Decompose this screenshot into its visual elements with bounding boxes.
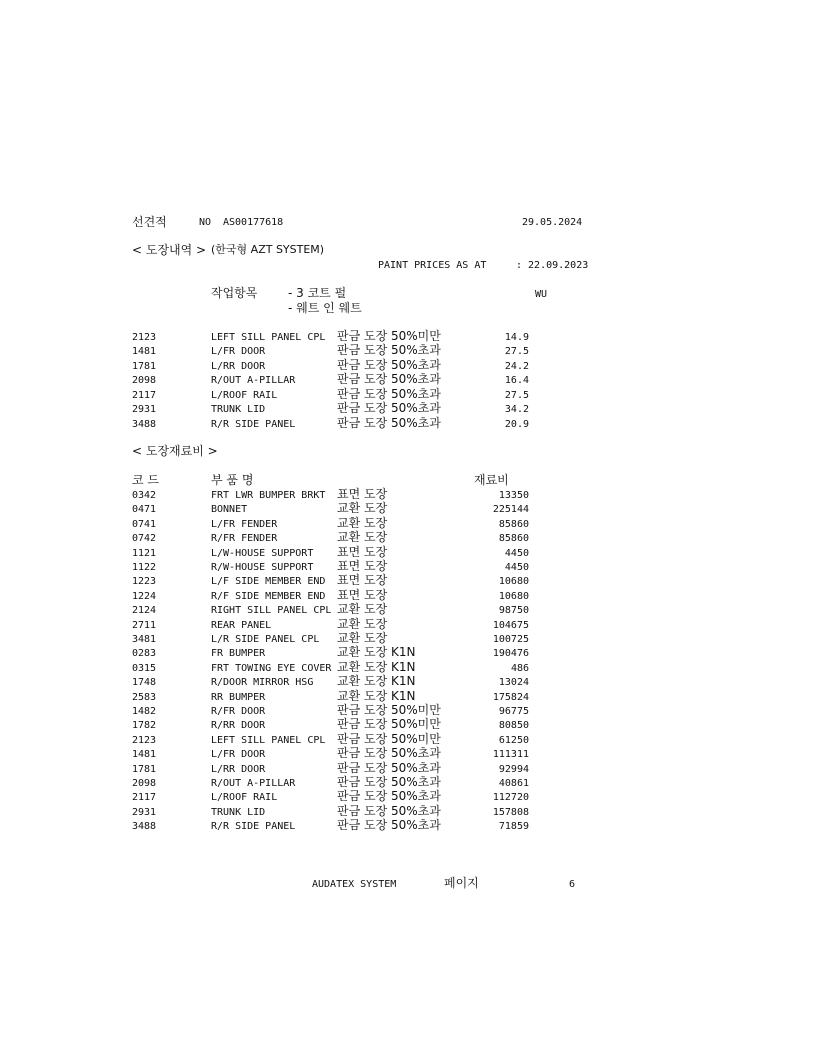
row-code: 1223 xyxy=(132,576,157,588)
work-items-label: 작업항목 xyxy=(211,286,258,300)
row-part-name: L/FR DOOR xyxy=(211,749,266,761)
row-value: 190476 xyxy=(492,648,529,660)
row-code: 3488 xyxy=(132,821,157,833)
row-operation: 판금 도장 50%미만 xyxy=(337,717,441,732)
row-value: 4450 xyxy=(504,562,529,573)
row-code: 2931 xyxy=(132,806,157,818)
row-code: 2117 xyxy=(132,389,157,401)
row-part-name: L/W-HOUSE SUPPORT xyxy=(211,547,314,559)
row-value: 27.5 xyxy=(504,389,529,401)
row-part-name: R/W-HOUSE SUPPORT xyxy=(211,562,314,573)
row-code: 1224 xyxy=(132,590,157,602)
row-value: 10680 xyxy=(498,576,529,588)
row-operation: 판금 도장 50%초과 xyxy=(337,818,441,833)
row-code: 1781 xyxy=(132,360,157,372)
row-value: 40861 xyxy=(498,778,529,789)
row-value: 92994 xyxy=(498,763,529,775)
row-part-name: R/R SIDE PANEL xyxy=(211,418,296,430)
row-value: 98750 xyxy=(498,605,529,617)
row-value: 13024 xyxy=(498,677,529,689)
row-code: 0342 xyxy=(132,490,157,501)
row-code: 2098 xyxy=(132,778,157,789)
row-value: 27.5 xyxy=(504,346,529,358)
row-value: 80850 xyxy=(498,720,529,732)
footer-page-number: 6 xyxy=(569,879,576,890)
row-operation: 교환 도장 K1N xyxy=(337,645,416,660)
row-code: 1782 xyxy=(132,720,157,732)
row-code: 3488 xyxy=(132,418,157,430)
row-value: 4450 xyxy=(504,547,529,559)
row-part-name: TRUNK LID xyxy=(211,806,266,818)
row-value: 225144 xyxy=(492,504,529,516)
row-code: 0742 xyxy=(132,533,157,545)
row-code: 2583 xyxy=(132,691,157,703)
footer-system: AUDATEX SYSTEM xyxy=(312,879,397,890)
row-code: 0471 xyxy=(132,504,157,516)
row-code: 2123 xyxy=(132,734,157,746)
row-code: 1482 xyxy=(132,706,157,717)
row-part-name: R/F SIDE MEMBER END xyxy=(211,590,326,602)
row-value: 85860 xyxy=(498,533,529,545)
row-part-name: TRUNK LID xyxy=(211,404,266,416)
row-value: 20.9 xyxy=(504,418,529,430)
row-code: 1481 xyxy=(132,749,157,761)
row-value: 100725 xyxy=(492,634,529,645)
row-part-name: L/ROOF RAIL xyxy=(211,792,278,804)
row-code: 0741 xyxy=(132,518,157,530)
estimate-date: 29.05.2024 xyxy=(522,217,583,228)
row-code: 3481 xyxy=(132,634,157,645)
row-part-name: R/OUT A-PILLAR xyxy=(211,375,296,387)
row-code: 0283 xyxy=(132,648,157,660)
row-operation: 교환 도장 K1N xyxy=(337,688,416,703)
row-part-name: L/RR DOOR xyxy=(211,360,266,372)
row-value: 112720 xyxy=(492,792,529,804)
row-code: 2711 xyxy=(132,619,157,631)
no-label: NO xyxy=(199,217,212,228)
row-value: 175824 xyxy=(492,691,529,703)
row-operation: 판금 도장 50%미만 xyxy=(337,703,441,717)
row-part-name: R/RR DOOR xyxy=(211,720,266,732)
row-value: 486 xyxy=(510,662,529,674)
row-value: 34.2 xyxy=(504,404,529,416)
row-operation: 표면 도장 xyxy=(337,487,388,501)
document-title: 선견적 xyxy=(132,215,167,229)
row-part-name: LEFT SILL PANEL CPL xyxy=(211,332,326,343)
row-part-name: RR BUMPER xyxy=(211,691,266,703)
row-operation: 표면 도장 xyxy=(337,544,388,559)
row-value: 61250 xyxy=(498,734,529,746)
row-value: 16.4 xyxy=(504,375,529,387)
row-operation: 교환 도장 xyxy=(337,530,388,545)
row-operation: 판금 도장 50%초과 xyxy=(337,372,441,387)
row-part-name: L/ROOF RAIL xyxy=(211,389,278,401)
row-code: 1122 xyxy=(132,562,157,573)
row-code: 1748 xyxy=(132,677,157,689)
estimate-number: AS00177618 xyxy=(223,217,284,228)
row-part-name: R/FR FENDER xyxy=(211,533,278,545)
row-value: 13350 xyxy=(498,490,529,501)
row-part-name: RIGHT SILL PANEL CPL xyxy=(211,605,332,617)
row-part-name: LEFT SILL PANEL CPL xyxy=(211,734,326,746)
row-code: 2098 xyxy=(132,375,157,387)
row-value: 104675 xyxy=(492,619,529,631)
row-operation: 교환 도장 K1N xyxy=(337,674,416,689)
row-code: 1121 xyxy=(132,547,157,559)
row-code: 2123 xyxy=(132,332,157,343)
row-operation: 판금 도장 50%초과 xyxy=(337,401,441,416)
row-operation: 교환 도장 xyxy=(337,501,388,516)
row-part-name: L/FR FENDER xyxy=(211,518,278,530)
row-operation: 판금 도장 50%초과 xyxy=(337,357,441,372)
unit-label: WU xyxy=(535,289,548,300)
row-value: 14.9 xyxy=(504,332,529,343)
row-part-name: FRT TOWING EYE COVER xyxy=(211,662,332,674)
row-operation: 표면 도장 xyxy=(337,559,388,573)
row-part-name: REAR PANEL xyxy=(211,619,272,631)
row-code: 1481 xyxy=(132,346,157,358)
row-operation: 교환 도장 xyxy=(337,515,388,530)
material-section-heading: < 도장재료비 > xyxy=(132,444,218,458)
work-item-2: - 웨트 인 웨트 xyxy=(288,301,362,315)
row-operation: 판금 도장 50%초과 xyxy=(337,386,441,401)
row-part-name: FRT LWR BUMPER BRKT xyxy=(211,490,326,501)
row-operation: 표면 도장 xyxy=(337,573,388,588)
row-value: 111311 xyxy=(492,749,529,761)
row-value: 24.2 xyxy=(504,360,529,372)
work-item-1: - 3 코트 펄 xyxy=(288,286,347,300)
paint-prices-date: : 22.09.2023 xyxy=(516,260,589,271)
footer-page-label: 페이지 xyxy=(444,876,479,890)
paint-prices-label: PAINT PRICES AS AT xyxy=(378,260,487,271)
row-operation: 판금 도장 50%초과 xyxy=(337,746,441,761)
row-operation: 판금 도장 50%초과 xyxy=(337,789,441,804)
row-value: 10680 xyxy=(498,590,529,602)
row-operation: 교환 도장 xyxy=(337,616,388,631)
row-value: 96775 xyxy=(498,706,529,717)
column-header-code: 코 드 xyxy=(132,473,159,487)
row-code: 2124 xyxy=(132,605,157,617)
row-code: 2931 xyxy=(132,404,157,416)
row-part-name: L/F SIDE MEMBER END xyxy=(211,576,326,588)
row-operation: 교환 도장 K1N xyxy=(337,659,416,674)
row-operation: 판금 도장 50%초과 xyxy=(337,803,441,818)
row-operation: 판금 도장 50%미만 xyxy=(337,731,441,746)
row-part-name: BONNET xyxy=(211,504,248,516)
row-code: 1781 xyxy=(132,763,157,775)
row-value: 157808 xyxy=(492,806,529,818)
row-value: 85860 xyxy=(498,518,529,530)
row-part-name: L/R SIDE PANEL CPL xyxy=(211,634,320,645)
row-operation: 표면 도장 xyxy=(337,587,388,602)
row-operation: 판금 도장 50%초과 xyxy=(337,415,441,430)
row-part-name: FR BUMPER xyxy=(211,648,266,660)
row-code: 2117 xyxy=(132,792,157,804)
row-operation: 판금 도장 50%초과 xyxy=(337,343,441,358)
row-operation: 판금 도장 50%초과 xyxy=(337,775,441,789)
row-part-name: R/DOOR MIRROR HSG xyxy=(211,677,314,689)
column-header-cost: 재료비 xyxy=(474,473,509,487)
row-part-name: R/FR DOOR xyxy=(211,706,266,717)
row-operation: 교환 도장 xyxy=(337,631,388,645)
row-code: 0315 xyxy=(132,662,157,674)
row-operation: 판금 도장 50%초과 xyxy=(337,760,441,775)
row-part-name: L/RR DOOR xyxy=(211,763,266,775)
column-header-part: 부 품 명 xyxy=(211,473,254,487)
row-part-name: R/OUT A-PILLAR xyxy=(211,778,296,789)
system-label: (한국형 AZT SYSTEM) xyxy=(211,243,325,256)
row-part-name: R/R SIDE PANEL xyxy=(211,821,296,833)
paint-section-heading: < 도장내역 > xyxy=(132,243,207,257)
row-part-name: L/FR DOOR xyxy=(211,346,266,358)
row-operation: 판금 도장 50%미만 xyxy=(337,329,441,343)
row-value: 71859 xyxy=(498,821,529,833)
row-operation: 교환 도장 xyxy=(337,602,388,617)
